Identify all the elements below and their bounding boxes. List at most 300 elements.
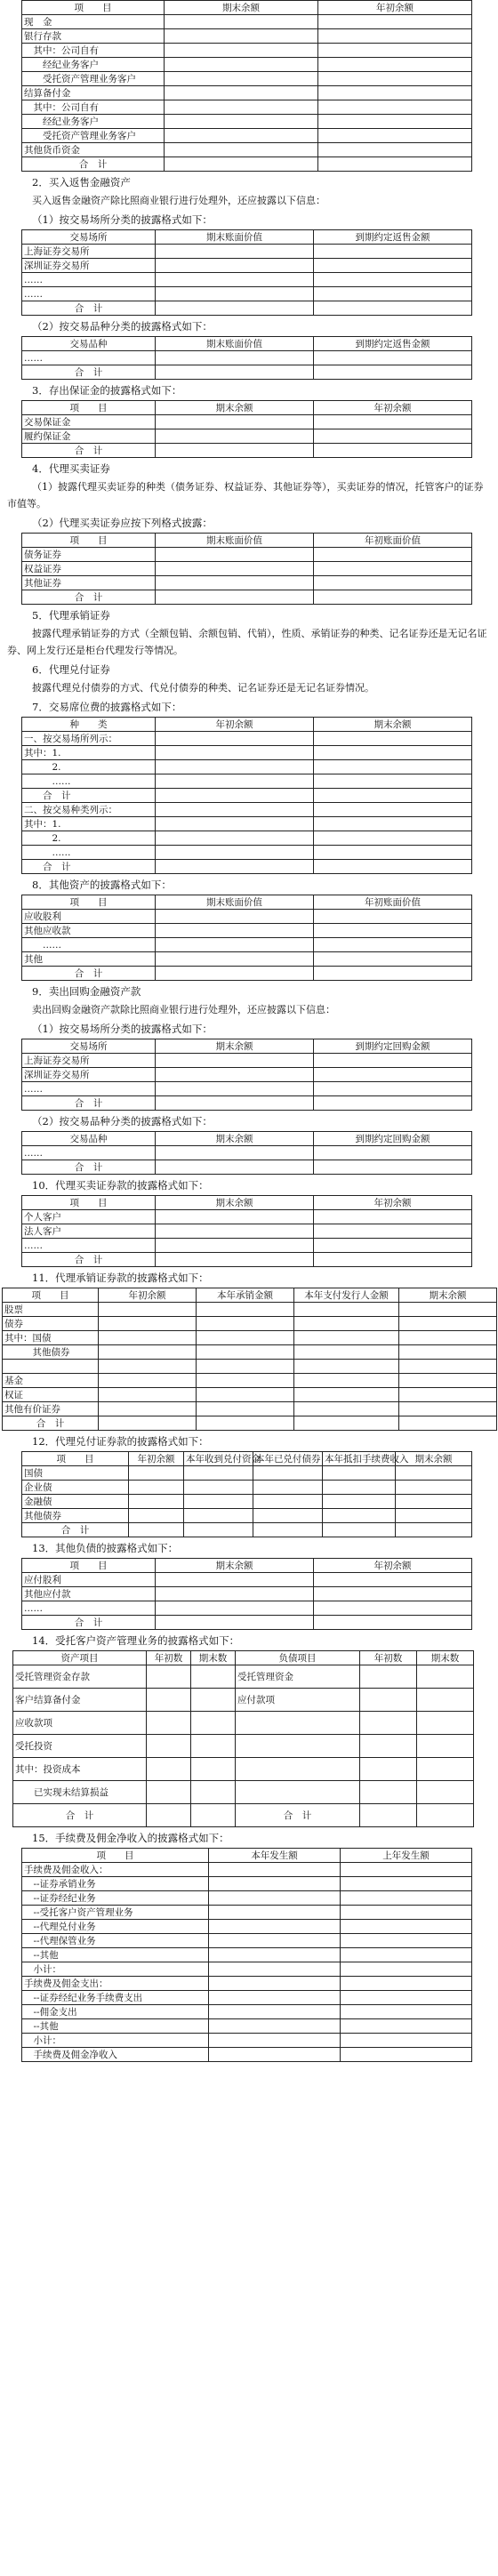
empty-cell xyxy=(318,29,472,44)
table-row xyxy=(22,1481,472,1495)
empty-cell xyxy=(156,259,314,273)
column-header: 交易品种 xyxy=(22,337,156,351)
empty-cell xyxy=(165,143,318,157)
empty-cell xyxy=(197,1374,294,1388)
empty-cell xyxy=(156,1587,314,1601)
empty-cell xyxy=(209,2034,341,2048)
table-row xyxy=(13,1781,474,1804)
header-row xyxy=(22,1132,472,1146)
empty-cell xyxy=(156,924,314,938)
table-row xyxy=(22,1146,472,1160)
table-row xyxy=(22,562,472,576)
column-header: 本年发生额 xyxy=(209,1849,341,1863)
header-row xyxy=(22,1559,472,1573)
empty-cell xyxy=(191,1689,236,1712)
row-label: 手续费及佣金净收入 xyxy=(22,2048,209,2062)
empty-cell xyxy=(165,29,318,44)
empty-cell xyxy=(417,1735,474,1758)
empty-cell xyxy=(147,1735,191,1758)
table-row xyxy=(22,774,472,789)
header-row xyxy=(22,534,472,548)
liability-item: 受托管理资金 xyxy=(236,1665,360,1689)
empty-cell xyxy=(314,1210,472,1224)
empty-cell xyxy=(341,1906,472,1920)
column-header: 年初余额 xyxy=(318,1,472,15)
section-4-para1: （1）披露代理买卖证券的种类（债务证券、权益证券、其他证券等），买卖证券的情况，托管客户的证券市值等。 xyxy=(7,481,484,510)
column-header: 期末余额 xyxy=(399,1288,497,1303)
empty-cell xyxy=(399,1416,497,1431)
row-label: --证券经纪业务 xyxy=(22,1891,209,1906)
empty-cell xyxy=(341,2019,472,2034)
table-row xyxy=(22,1054,472,1068)
header-row xyxy=(22,718,472,732)
empty-cell xyxy=(129,1481,184,1495)
redemption-payable-table xyxy=(21,1451,472,1537)
empty-cell xyxy=(341,1977,472,1991)
table-row xyxy=(3,1345,497,1360)
row-label: 其他债券 xyxy=(22,1509,129,1523)
total-label: 合 计 xyxy=(22,1160,156,1175)
empty-cell xyxy=(399,1345,497,1360)
empty-cell xyxy=(147,1665,191,1689)
total-label: 合 计 xyxy=(22,590,156,605)
section-7 xyxy=(0,701,498,874)
section-14 xyxy=(0,1634,498,1827)
section-8-title: 8．其他资产的披露格式如下： xyxy=(32,879,172,891)
total-label: 合 计 xyxy=(22,1253,156,1267)
column-header: 年初账面价值 xyxy=(314,534,472,548)
empty-cell xyxy=(314,415,472,429)
empty-cell xyxy=(156,938,314,952)
column-header: 种 类 xyxy=(22,718,156,732)
empty-cell xyxy=(318,115,472,129)
row-label: --佣金支出 xyxy=(22,2005,209,2019)
reverse-repo-by-type-table xyxy=(21,336,472,380)
table-row xyxy=(22,1934,472,1948)
empty-cell xyxy=(197,1345,294,1360)
empty-cell xyxy=(314,831,472,846)
table-row xyxy=(22,938,472,952)
empty-cell xyxy=(314,760,472,774)
empty-cell xyxy=(165,129,318,143)
table-row xyxy=(22,910,472,924)
row-label: 其中：国债 xyxy=(3,1331,99,1345)
section-5-para: 披露代理承销证券的方式（全额包销、余额包销、代销），性质、承销证券的种类、记名证券还是无记名证券、网上发行还是柜台代理发行等情况。 xyxy=(7,628,487,656)
empty-cell xyxy=(341,2048,472,2062)
section-11-title: 11．代理承销证券款的披露格式如下： xyxy=(32,1272,209,1284)
asset-item: 已实现未结算损益 xyxy=(13,1781,147,1804)
section-5 xyxy=(0,609,498,659)
column-header: 年初余额 xyxy=(314,401,472,415)
empty-cell xyxy=(165,58,318,72)
table-row xyxy=(22,548,472,562)
seat-fee-table xyxy=(21,717,472,874)
row-label: 基金 xyxy=(3,1374,99,1388)
liability-item: 应付款项 xyxy=(236,1689,360,1712)
table-row xyxy=(22,1466,472,1481)
agency-trading-payable-table xyxy=(21,1195,472,1267)
row-label: 权证 xyxy=(3,1388,99,1402)
row-label: 其他 xyxy=(22,952,156,967)
row-label: …… xyxy=(22,287,156,301)
table-row xyxy=(3,1303,497,1317)
table-row xyxy=(3,1388,497,1402)
table-row xyxy=(3,1331,497,1345)
empty-cell xyxy=(156,429,314,444)
row-label: …… xyxy=(22,938,156,952)
total-row xyxy=(22,590,472,605)
row-label: 经纪业务客户 xyxy=(22,115,165,129)
section-6 xyxy=(0,663,498,696)
liability-item xyxy=(236,1781,360,1804)
empty-cell xyxy=(399,1402,497,1416)
empty-cell xyxy=(156,1054,314,1068)
empty-cell xyxy=(191,1712,236,1735)
total-row xyxy=(22,1160,472,1175)
empty-cell xyxy=(165,86,318,100)
empty-cell xyxy=(314,1616,472,1630)
section-13-title: 13．其他负债的披露格式如下： xyxy=(32,1542,179,1554)
empty-cell xyxy=(191,1735,236,1758)
column-header: 本年支付发行人金额 xyxy=(294,1288,399,1303)
column-header: 到期约定回购金额 xyxy=(314,1039,472,1054)
empty-cell xyxy=(417,1781,474,1804)
table-row xyxy=(3,1374,497,1388)
row-label: 受托资产管理业务客户 xyxy=(22,129,165,143)
header-row xyxy=(22,1,472,15)
row-label: 深圳证券交易所 xyxy=(22,259,156,273)
empty-cell xyxy=(99,1402,197,1416)
column-header: 期末账面价值 xyxy=(156,534,314,548)
empty-cell xyxy=(314,1146,472,1160)
section-9-sub2: （2）按交易品种分类的披露格式如下： xyxy=(32,1115,213,1128)
row-label: --受托客户资产管理业务 xyxy=(22,1906,209,1920)
empty-cell xyxy=(156,415,314,429)
repo-by-venue-table xyxy=(21,1039,472,1111)
empty-cell xyxy=(165,157,318,172)
empty-cell xyxy=(156,803,314,817)
commission-income-table xyxy=(21,1848,472,2062)
empty-cell xyxy=(323,1509,396,1523)
empty-cell xyxy=(99,1360,197,1374)
row-label: 其中：1. xyxy=(22,817,156,831)
row-label: --代理兑付业务 xyxy=(22,1920,209,1934)
row-label: 受托资产管理业务客户 xyxy=(22,72,165,86)
column-header: 年初数 xyxy=(360,1651,417,1665)
empty-cell xyxy=(314,245,472,259)
empty-cell xyxy=(314,1253,472,1267)
empty-cell xyxy=(99,1416,197,1431)
empty-cell xyxy=(396,1481,472,1495)
empty-cell xyxy=(156,1210,314,1224)
empty-cell xyxy=(314,938,472,952)
table-row xyxy=(3,1402,497,1416)
table-row xyxy=(22,2048,472,2062)
empty-cell xyxy=(318,86,472,100)
table-row xyxy=(22,732,472,746)
empty-cell xyxy=(156,590,314,605)
empty-cell xyxy=(360,1712,417,1735)
column-header: 资产项目 xyxy=(13,1651,147,1665)
empty-cell xyxy=(314,287,472,301)
empty-cell xyxy=(318,100,472,115)
column-header: 项 目 xyxy=(22,534,156,548)
table-row xyxy=(22,760,472,774)
column-header: 年初账面价值 xyxy=(314,895,472,910)
table-row xyxy=(22,1573,472,1587)
column-header: 本年收到兑付资金 xyxy=(184,1452,253,1466)
empty-cell xyxy=(314,817,472,831)
table-row xyxy=(22,924,472,938)
table-row xyxy=(22,100,472,115)
row-label: 上海证券交易所 xyxy=(22,1054,156,1068)
empty-cell xyxy=(156,1160,314,1175)
row-label: 其中：公司自有 xyxy=(22,100,165,115)
empty-cell xyxy=(318,143,472,157)
empty-cell xyxy=(209,1891,341,1906)
column-header: 交易场所 xyxy=(22,1039,156,1054)
table-row xyxy=(13,1758,474,1781)
table-row xyxy=(13,1712,474,1735)
column-header: 期末余额 xyxy=(156,1196,314,1210)
empty-cell xyxy=(341,1920,472,1934)
row-label: 金融债 xyxy=(22,1495,129,1509)
column-header: 期末余额 xyxy=(314,718,472,732)
empty-cell xyxy=(165,44,318,58)
table-row xyxy=(22,86,472,100)
empty-cell xyxy=(156,1573,314,1587)
table-row xyxy=(22,860,472,874)
empty-cell xyxy=(341,2005,472,2019)
empty-cell xyxy=(253,1495,323,1509)
column-header: 交易场所 xyxy=(22,230,156,245)
empty-cell xyxy=(294,1360,399,1374)
empty-cell xyxy=(156,789,314,803)
empty-cell xyxy=(314,774,472,789)
empty-cell xyxy=(314,1082,472,1096)
column-header: 年初余额 xyxy=(129,1452,184,1466)
empty-cell xyxy=(396,1523,472,1537)
column-header: 期末余额 xyxy=(165,1,318,15)
row-label: 法人客户 xyxy=(22,1224,156,1239)
row-label: 一、按交易场所列示： xyxy=(22,732,156,746)
empty-cell xyxy=(184,1509,253,1523)
empty-cell xyxy=(156,967,314,981)
empty-cell xyxy=(341,1891,472,1906)
section-3-title: 3．存出保证金的披露格式如下： xyxy=(32,384,182,397)
column-header: 本年承销金额 xyxy=(197,1288,294,1303)
empty-cell xyxy=(209,1906,341,1920)
empty-cell xyxy=(156,576,314,590)
section-12 xyxy=(0,1435,498,1537)
empty-cell xyxy=(314,860,472,874)
row-label: 2. xyxy=(22,831,156,846)
column-header: 期末账面价值 xyxy=(156,895,314,910)
table-row xyxy=(22,259,472,273)
empty-cell xyxy=(156,273,314,287)
column-header: 期末余额 xyxy=(156,1559,314,1573)
row-label: 手续费及佣金收入： xyxy=(22,1863,209,1877)
table-row xyxy=(22,1224,472,1239)
column-header: 本年已兑付债券 xyxy=(253,1452,323,1466)
total-label: 合 计 xyxy=(22,157,165,172)
empty-cell xyxy=(360,1758,417,1781)
empty-cell xyxy=(209,1877,341,1891)
row-label: …… xyxy=(22,1146,156,1160)
row-label: 经纪业务客户 xyxy=(22,58,165,72)
table-row xyxy=(22,1587,472,1601)
table-row xyxy=(22,351,472,365)
empty-cell xyxy=(399,1317,497,1331)
column-header: 本年抵扣手续费收入 xyxy=(323,1452,396,1466)
table-row xyxy=(22,789,472,803)
header-row xyxy=(22,1452,472,1466)
table-row xyxy=(22,429,472,444)
empty-cell xyxy=(294,1374,399,1388)
empty-cell xyxy=(318,44,472,58)
row-label: 个人客户 xyxy=(22,1210,156,1224)
table-row xyxy=(3,1317,497,1331)
section-7-title: 7．交易席位费的披露格式如下： xyxy=(32,701,182,713)
empty-cell xyxy=(129,1466,184,1481)
empty-cell xyxy=(147,1781,191,1804)
row-label: 国债 xyxy=(22,1466,129,1481)
table-row xyxy=(22,1991,472,2005)
total-row xyxy=(22,1253,472,1267)
row-label: --代理保管业务 xyxy=(22,1934,209,1948)
header-row xyxy=(22,895,472,910)
row-label: 手续费及佣金支出： xyxy=(22,1977,209,1991)
row-label: 二、按交易种类列示： xyxy=(22,803,156,817)
liability-item xyxy=(236,1735,360,1758)
row-label: …… xyxy=(22,846,156,860)
row-label: 上海证券交易所 xyxy=(22,245,156,259)
row-label xyxy=(3,1360,99,1374)
empty-cell xyxy=(209,1962,341,1977)
column-header: 期末账面价值 xyxy=(156,337,314,351)
empty-cell xyxy=(129,1523,184,1537)
table-row xyxy=(22,1068,472,1082)
empty-cell xyxy=(209,2005,341,2019)
empty-cell xyxy=(165,115,318,129)
empty-cell xyxy=(318,72,472,86)
table-row xyxy=(22,273,472,287)
empty-cell xyxy=(209,2019,341,2034)
empty-cell xyxy=(399,1360,497,1374)
table-row xyxy=(22,2005,472,2019)
table-row xyxy=(22,245,472,259)
empty-cell xyxy=(396,1466,472,1481)
liability-item xyxy=(236,1758,360,1781)
empty-cell xyxy=(156,1096,314,1111)
row-label: 履约保证金 xyxy=(22,429,156,444)
empty-cell xyxy=(147,1689,191,1712)
total-label: 合 计 xyxy=(236,1804,360,1827)
column-header: 年初余额 xyxy=(156,718,314,732)
agency-trading-table xyxy=(21,533,472,605)
table-row xyxy=(22,1891,472,1906)
column-header: 期末账面价值 xyxy=(156,230,314,245)
row-label: 其他债券 xyxy=(3,1345,99,1360)
row-label: 小计： xyxy=(22,1962,209,1977)
table-row xyxy=(22,129,472,143)
empty-cell xyxy=(318,129,472,143)
empty-cell xyxy=(314,1587,472,1601)
asset-item: 其中：投资成本 xyxy=(13,1758,147,1781)
table-row xyxy=(22,1495,472,1509)
empty-cell xyxy=(323,1466,396,1481)
table-row xyxy=(22,72,472,86)
asset-item: 客户结算备付金 xyxy=(13,1689,147,1712)
empty-cell xyxy=(156,548,314,562)
empty-cell xyxy=(253,1509,323,1523)
section-9 xyxy=(0,985,498,1175)
empty-cell xyxy=(191,1804,236,1827)
empty-cell xyxy=(314,444,472,458)
empty-cell xyxy=(156,910,314,924)
asset-management-table xyxy=(12,1650,474,1827)
other-assets-table xyxy=(21,895,472,981)
empty-cell xyxy=(318,58,472,72)
table-row xyxy=(22,803,472,817)
column-header: 期末余额 xyxy=(396,1452,472,1466)
section-13 xyxy=(0,1542,498,1630)
section-15 xyxy=(0,1832,498,2062)
table-row xyxy=(22,15,472,29)
column-header: 负债项目 xyxy=(236,1651,360,1665)
empty-cell xyxy=(399,1388,497,1402)
empty-cell xyxy=(314,590,472,605)
row-label: …… xyxy=(22,1601,156,1616)
empty-cell xyxy=(417,1712,474,1735)
empty-cell xyxy=(314,301,472,316)
row-label: 结算备付金 xyxy=(22,86,165,100)
section-2-sub1: （1）按交易场所分类的披露格式如下： xyxy=(32,213,213,226)
empty-cell xyxy=(314,1224,472,1239)
empty-cell xyxy=(156,760,314,774)
empty-cell xyxy=(417,1665,474,1689)
row-label: 2. xyxy=(22,760,156,774)
table-row xyxy=(22,952,472,967)
empty-cell xyxy=(314,548,472,562)
empty-cell xyxy=(184,1523,253,1537)
row-label: …… xyxy=(22,351,156,365)
row-label: …… xyxy=(22,1082,156,1096)
empty-cell xyxy=(99,1388,197,1402)
column-header: 期末余额 xyxy=(156,401,314,415)
total-label: 合 计 xyxy=(22,1616,156,1630)
section-6-title: 6．代理兑付证券 xyxy=(32,663,110,676)
empty-cell xyxy=(294,1345,399,1360)
empty-cell xyxy=(294,1402,399,1416)
empty-cell xyxy=(156,1239,314,1253)
empty-cell xyxy=(99,1374,197,1388)
empty-cell xyxy=(184,1481,253,1495)
table-row xyxy=(22,817,472,831)
column-header: 项 目 xyxy=(22,895,156,910)
total-row xyxy=(22,1616,472,1630)
empty-cell xyxy=(147,1804,191,1827)
empty-cell xyxy=(253,1466,323,1481)
empty-cell xyxy=(197,1402,294,1416)
table-row xyxy=(13,1665,474,1689)
empty-cell xyxy=(341,1948,472,1962)
header-row xyxy=(13,1651,474,1665)
row-label: 合 计 xyxy=(22,860,156,874)
empty-cell xyxy=(209,1948,341,1962)
section-12-title: 12．代理兑付证券款的披露格式如下： xyxy=(32,1435,209,1448)
table-row xyxy=(22,1906,472,1920)
